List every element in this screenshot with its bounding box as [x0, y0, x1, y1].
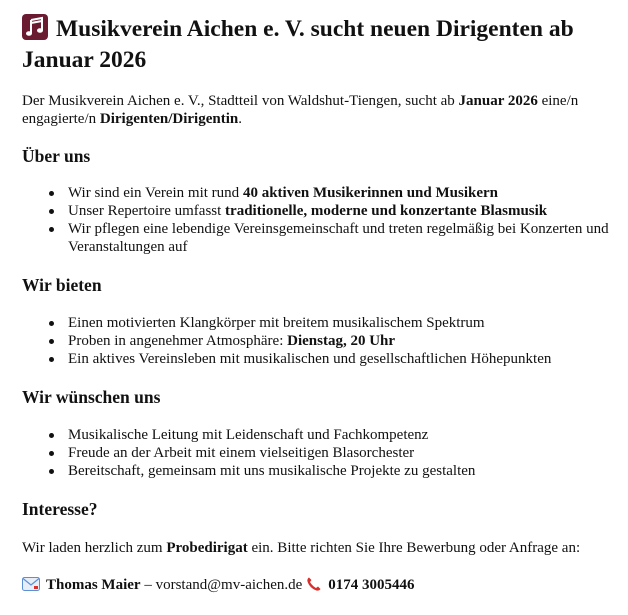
contact-line: Thomas Maier – vorstand@mv-aichen.de 0174 3005446 [22, 576, 415, 594]
list-item: Ein aktives Vereinsleben mit musikalischen und gesellschaftlichen Höhepunkten [22, 350, 622, 368]
heading-about: Über uns [22, 146, 91, 166]
page-title: Musikverein Aichen e. V. sucht neuen Dirigenten ab Januar 2026 [22, 16, 574, 73]
list-item: Bereitschaft, gemeinsam mit uns musikalische Projekte zu gestalten [22, 462, 622, 480]
interest-paragraph: Wir laden herzlich zum Probedirigat ein. Bitte richten Sie Ihre Bewerbung oder Anfrage an: [22, 540, 581, 556]
about-list [22, 184, 622, 256]
contact-name: Thomas Maier [46, 577, 141, 593]
contact-email[interactable]: vorstand@mv-aichen.de [155, 577, 303, 593]
list-item: Wir pflegen eine lebendige Vereinsgemeinschaft und treten regelmäßig bei Konzerten und Veranstaltungen auf [22, 220, 622, 256]
heading-interest: Interesse? [22, 499, 98, 519]
heading-offer: Wir bieten [22, 275, 102, 295]
telephone-icon [306, 576, 322, 592]
contact-phone[interactable]: 0174 3005446 [328, 577, 415, 593]
list-item: Proben in angenehmer Atmosphäre: Dienstag, 20 Uhr [22, 332, 622, 350]
intro-paragraph: Der Musikverein Aichen e. V., Stadtteil von Waldshut-Tiengen, sucht ab Januar 2026 eine/n engagierte/n Dirigenten/Dirigentin. [22, 93, 579, 127]
offer-list [22, 314, 622, 368]
musical-notes-icon [22, 14, 48, 40]
list-item: Einen motivierten Klangkörper mit breitem musikalischem Spektrum [22, 314, 622, 332]
list-item: Wir sind ein Verein mit rund 40 aktiven Musikerinnen und Musikern [22, 184, 622, 202]
list-item: Unser Repertoire umfasst traditionelle, moderne und konzertante Blasmusik [22, 202, 622, 220]
list-item: Freude an der Arbeit mit einem vielseitigen Blasorchester [22, 444, 622, 462]
envelope-icon [22, 577, 40, 591]
heading-wish: Wir wünschen uns [22, 387, 161, 407]
list-item: Musikalische Leitung mit Leidenschaft und Fachkompetenz [22, 426, 622, 444]
wish-list [22, 426, 622, 480]
